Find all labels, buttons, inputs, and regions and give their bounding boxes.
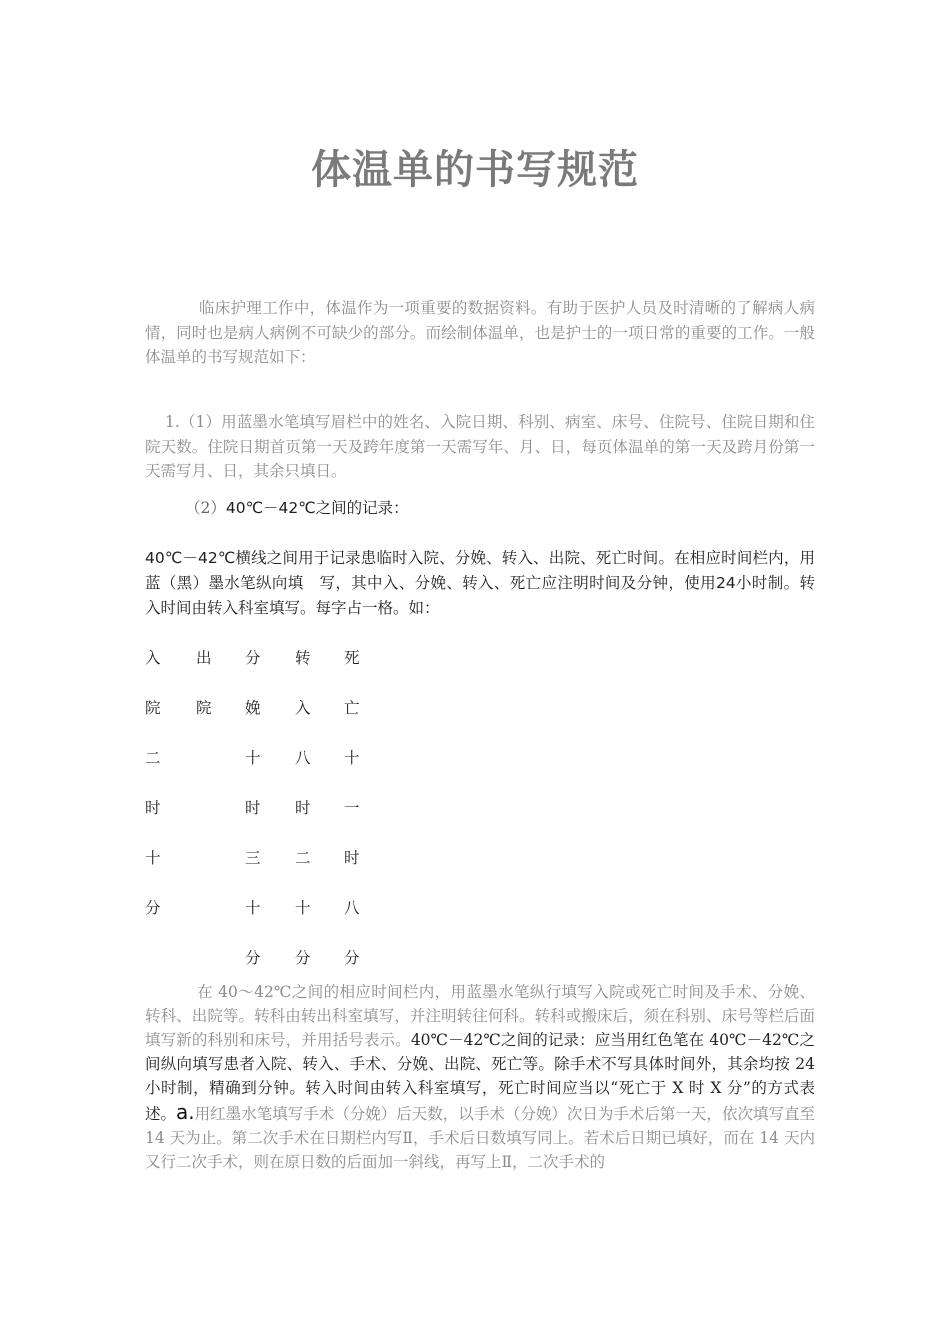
example-grid-cell: 分 bbox=[245, 949, 261, 967]
example-grid-cell: 十 bbox=[245, 899, 261, 917]
example-grid-cell: 十 bbox=[245, 749, 261, 767]
example-grid-cell: 院 bbox=[196, 699, 212, 717]
item-1-paragraph: 1.（1）用蓝墨水笔填写眉栏中的姓名、入院日期、科别、病室、床号、住院号、住院日期和住院天数。住院日期首页第一天及跨年度第一天需写年、月、日，每页体温单的第一天及跨月份第一天需写月、日，其余只填日。 bbox=[145, 413, 815, 480]
example-grid-cell: 八 bbox=[295, 749, 311, 767]
example-grid-cell: 娩 bbox=[245, 699, 261, 717]
example-grid-cell: 分 bbox=[344, 949, 360, 967]
example-grid-cell: 时 bbox=[344, 849, 360, 867]
example-grid-cell: 死 bbox=[344, 649, 360, 667]
example-grid-cell: 转 bbox=[295, 649, 311, 667]
final-paragraph bbox=[145, 980, 815, 1174]
example-grid-cell: 八 bbox=[344, 899, 360, 917]
range-text-4: 小时制。转入时间由转入科室填写。每字占一格。如： bbox=[145, 574, 815, 617]
example-grid-cell: 二 bbox=[295, 849, 311, 867]
example-grid-cell: 分 bbox=[145, 899, 161, 917]
example-grid-cell: 二 bbox=[145, 749, 161, 767]
range-text-1: 40℃－42℃ bbox=[145, 549, 236, 567]
example-grid-cell: 出 bbox=[196, 649, 212, 667]
final-light-2: 用红墨水笔填写手术（分娩）后天数，以手术（分娩）次日为手术后第一天，依次填写直至 14 天为止。第二次手术在日期栏内写Ⅱ，手术后日数填写同上。若术后日期已填好，而在 14 天内又行二次手术，则在原日数的后面加一斜线，再写上Ⅱ，二次手术的 bbox=[145, 1105, 815, 1171]
example-grid-cell: 入 bbox=[145, 649, 161, 667]
range-text-3: 24 bbox=[715, 574, 736, 592]
example-grid-cell: 院 bbox=[145, 699, 161, 717]
example-grid-cell: 三 bbox=[245, 849, 261, 867]
item-2-range: 40℃－42℃ bbox=[225, 499, 316, 517]
item-2-heading bbox=[185, 496, 785, 521]
range-paragraph bbox=[145, 546, 815, 621]
item-2-suffix: 之间的记录： bbox=[315, 499, 409, 517]
example-grid-cell: 入 bbox=[295, 699, 311, 717]
example-grid-cell: 分 bbox=[295, 949, 311, 967]
range-text-2: 横线之间用于记录患临时入院、分娩、转入、出院、死亡时间。在相应时间栏内，用蓝（黑）墨水笔纵向填 写，其中入、分娩、转入、死亡应注明时间及分钟，使用 bbox=[145, 549, 815, 592]
example-grid-cell: 时 bbox=[145, 799, 161, 817]
intro-paragraph: 临床护理工作中，体温作为一项重要的数据资料。有助于医护人员及时清晰的了解病人病情，同时也是病人病例不可缺少的部分。而绘制体温单，也是护士的一项日常的重要的工作。一般体温单的书写规范如下： bbox=[145, 299, 815, 366]
example-grid-cell: 十 bbox=[295, 899, 311, 917]
example-grid-cell: 十 bbox=[344, 749, 360, 767]
example-grid-cell: 一 bbox=[344, 799, 360, 817]
final-light-1: 在 40～42℃之间的相应时间栏内，用蓝墨水笔纵行填写入院或死亡时间及手术、分娩、转科、出院等。转科由转出科室填写，并注明转往何科。转科或搬床后，须在科别、床号等栏后面填写新的科别和床号，并用括号表示。 bbox=[145, 983, 815, 1049]
final-dark-1: 40℃－42℃之间的记录：应当用红色笔在 40℃－42℃之间纵向填写患者入院、转入、手术、分娩、出院、死亡等。除手术不写具体时间外，其余均按 24 小时制，精确到分钟。转入时间由转入科室填写，死亡时间应当以“死亡于 X 时 X 分”的方式表述。 bbox=[145, 1031, 815, 1123]
item-2-prefix: （2） bbox=[185, 499, 226, 517]
final-marker: a. bbox=[176, 1100, 195, 1124]
example-grid-cell: 十 bbox=[145, 849, 161, 867]
example-grid-cell: 分 bbox=[245, 649, 261, 667]
document-title: 体温单的书写规范 bbox=[311, 147, 639, 193]
example-grid-cell: 时 bbox=[295, 799, 311, 817]
example-grid-cell: 时 bbox=[245, 799, 261, 817]
example-grid-cell: 亡 bbox=[344, 699, 360, 717]
